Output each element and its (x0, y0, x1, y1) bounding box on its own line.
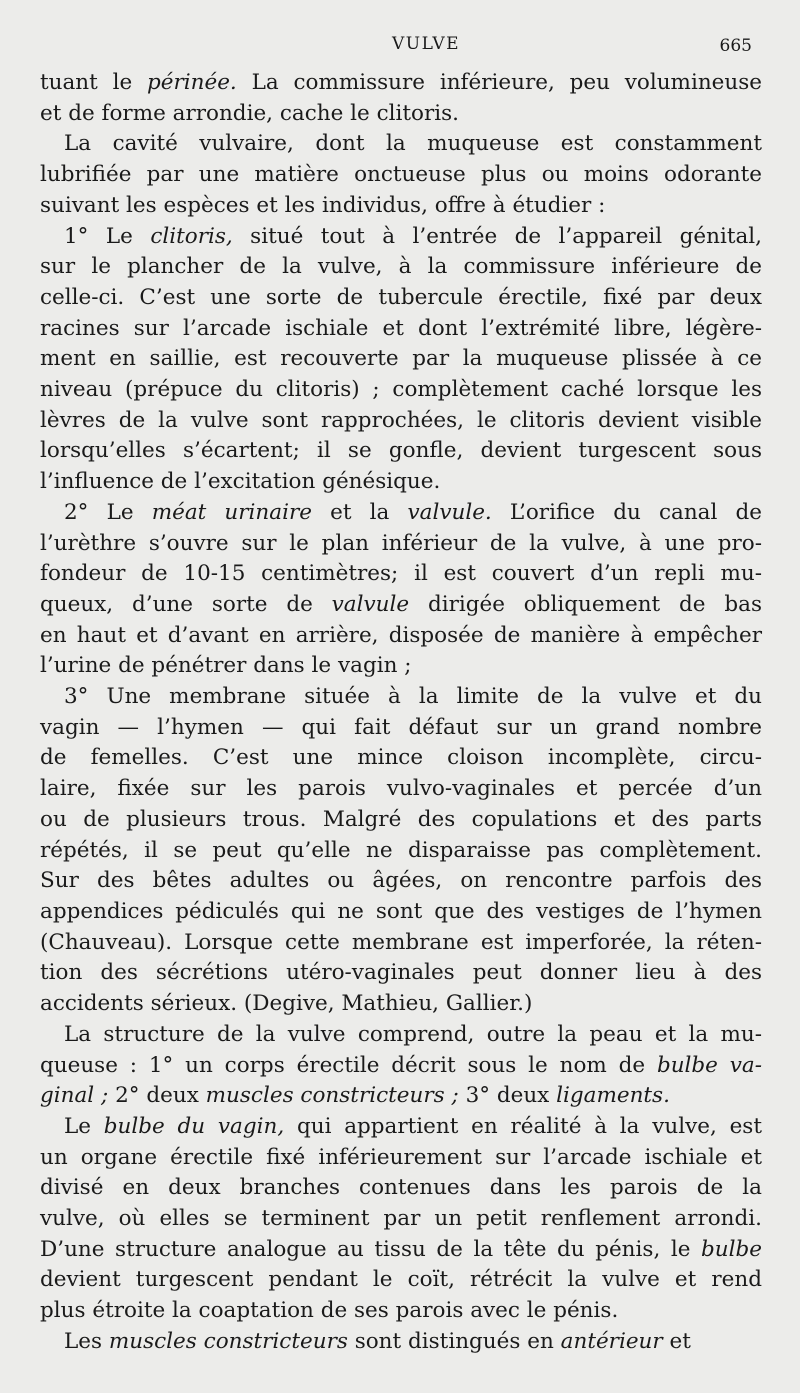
italic-term: bulbe du vagin, (103, 1113, 285, 1139)
text-run: et (662, 1328, 691, 1354)
text-line (40, 129, 762, 160)
text-line (40, 621, 762, 652)
text-run: un organe érectile fixé inférieurement sur l’arcade ischiale et (40, 1144, 762, 1170)
text-line (40, 1235, 762, 1266)
text-run: tuant le (40, 70, 147, 95)
text-run: 2° deux (108, 1083, 206, 1109)
text-run: et la (311, 499, 408, 525)
text-line (40, 1051, 762, 1082)
text-line (40, 529, 762, 560)
text-line (40, 958, 762, 989)
italic-term: antérieur (560, 1328, 663, 1354)
text-line (40, 436, 762, 467)
page-number: 665 (719, 36, 752, 56)
text-run: répétés, il se peut qu’elle ne disparaisse pas complètement. (40, 837, 762, 863)
text-line (40, 1204, 762, 1235)
running-title: VULVE (392, 34, 461, 54)
italic-term: méat urinaire (151, 499, 312, 525)
text-line (40, 283, 762, 314)
text-run: lèvres de la vulve sont rapprochées, le clitoris devient visible (40, 407, 762, 433)
text-line (40, 1265, 762, 1296)
text-run: laire, fixée sur les parois vulvo-vaginales et percée d’un (40, 776, 762, 802)
italic-term: bulbe va- (656, 1052, 762, 1078)
text-run: niveau (prépuce du clitoris) ; complètement caché lorsque les (40, 377, 762, 403)
text-run: 1° Le (64, 223, 151, 249)
text-run: sont distingués en (347, 1328, 561, 1354)
text-run: ou de plusieurs trous. Malgré des copulations et des parts (40, 806, 762, 832)
text-run: queux, d’une sorte de (40, 591, 332, 617)
text-line (40, 836, 762, 867)
text-line (40, 498, 762, 529)
text-line (40, 406, 762, 437)
text-run: tion des sécrétions utéro-vaginales peut donner lieu à des (40, 960, 762, 986)
text-line (40, 682, 762, 713)
text-run: plus étroite la coaptation de ses parois avec le pénis. (40, 1298, 619, 1324)
text-run: Le (64, 1113, 104, 1139)
text-line (40, 191, 762, 222)
text-line (40, 897, 762, 928)
text-run: L’orifice du canal de (491, 499, 762, 525)
text-run: Les (64, 1328, 109, 1354)
text-line (40, 989, 762, 1020)
text-run: dirigée obliquement de bas (409, 591, 762, 617)
text-line (40, 805, 762, 836)
text-run: La structure de la vulve comprend, outre la peau et la mu- (64, 1021, 762, 1047)
text-line (40, 774, 762, 805)
text-line (40, 160, 762, 191)
text-run: devient turgescent pendant le coït, rétrécit la vulve et rend (40, 1267, 762, 1293)
text-run: en haut et d’avant en arrière, disposée de manière à empêcher (40, 622, 762, 648)
text-line (40, 559, 762, 590)
text-line (40, 314, 762, 345)
text-run: vulve, où elles se terminent par un petit renflement arrondi. (40, 1206, 762, 1232)
italic-term: ginal ; (40, 1083, 109, 1109)
text-run: ment en saillie, est recouverte par la muqueuse plissée à ce (40, 346, 762, 372)
page-body-text (40, 68, 762, 1358)
italic-term: périnée. (147, 70, 237, 95)
text-run: 3° Une membrane située à la limite de la vulve et du (64, 684, 762, 710)
text-run: 2° Le (64, 499, 152, 525)
text-run: qui appartient en réalité à la vulve, est (284, 1113, 762, 1139)
text-run: 3° deux (458, 1083, 557, 1109)
text-run: racines sur l’arcade ischiale et dont l’extrémité libre, légère- (40, 315, 762, 341)
text-run: (Chauveau). Lorsque cette membrane est imperforée, la réten- (40, 929, 762, 955)
text-line (40, 928, 762, 959)
running-header (40, 30, 762, 56)
text-line (40, 252, 762, 283)
text-line (40, 344, 762, 375)
text-line (40, 1081, 762, 1112)
text-run: de femelles. C’est une mince cloison incomplète, circu- (40, 745, 762, 771)
text-run: vagin — l’hymen — qui fait défaut sur un grand nombre (40, 714, 762, 740)
text-run: l’urine de pénétrer dans le vagin ; (40, 653, 412, 679)
text-line (40, 375, 762, 406)
italic-term: muscles constricteurs ; (205, 1083, 459, 1109)
text-run: suivant les espèces et les individus, offre à étudier : (40, 192, 606, 218)
text-line (40, 651, 762, 682)
text-run: l’influence de l’excitation génésique. (40, 469, 441, 495)
text-run: divisé en deux branches contenues dans les parois de la (40, 1175, 762, 1201)
text-line (40, 467, 762, 498)
text-run: celle-ci. C’est une sorte de tubercule érectile, fixé par deux (40, 284, 762, 310)
text-line (40, 222, 762, 253)
text-line (40, 99, 762, 130)
italic-term: muscles constricteurs (108, 1328, 348, 1354)
italic-term: valvule (331, 591, 410, 617)
text-line (40, 1173, 762, 1204)
text-run: et de forme arrondie, cache le clitoris. (40, 100, 459, 126)
text-line (40, 1296, 762, 1327)
italic-term: valvule. (407, 499, 492, 525)
text-line (40, 743, 762, 774)
text-run: situé tout à l’entrée de l’appareil génital, (232, 223, 762, 249)
text-run: l’urèthre s’ouvre sur le plan inférieur de la vulve, à une pro- (40, 530, 762, 556)
text-run: lorsqu’elles s’écartent; il se gonfle, devient turgescent sous (40, 438, 762, 464)
text-run: appendices pédiculés qui ne sont que des vestiges de l’hymen (40, 898, 762, 924)
text-run: sur le plancher de la vulve, à la commissure inférieure de (40, 254, 762, 280)
text-run: D’une structure analogue au tissu de la tête du pénis, le (40, 1236, 702, 1262)
text-run: queuse : 1° un corps érectile décrit sous le nom de (40, 1052, 657, 1078)
text-line (40, 1112, 762, 1143)
text-line (40, 1143, 762, 1174)
text-line (40, 590, 762, 621)
text-line (40, 866, 762, 897)
text-line (40, 713, 762, 744)
text-line (40, 1327, 762, 1358)
text-run: lubrifiée par une matière onctueuse plus ou moins odorante (40, 162, 762, 188)
text-run: accidents sérieux. (Degive, Mathieu, Gallier.) (40, 991, 533, 1017)
text-run: fondeur de 10-15 centimètres; il est couvert d’un repli mu- (40, 561, 762, 587)
italic-term: clitoris, (150, 223, 233, 249)
text-run: Sur des bêtes adultes ou âgées, on rencontre parfois des (40, 868, 762, 894)
text-line (40, 68, 762, 99)
text-run: La commissure inférieure, peu volumineuse (236, 70, 762, 95)
text-run: La cavité vulvaire, dont la muqueuse est constamment (64, 131, 762, 157)
italic-term: bulbe (701, 1236, 762, 1262)
text-line (40, 1020, 762, 1051)
italic-term: ligaments. (556, 1083, 670, 1109)
